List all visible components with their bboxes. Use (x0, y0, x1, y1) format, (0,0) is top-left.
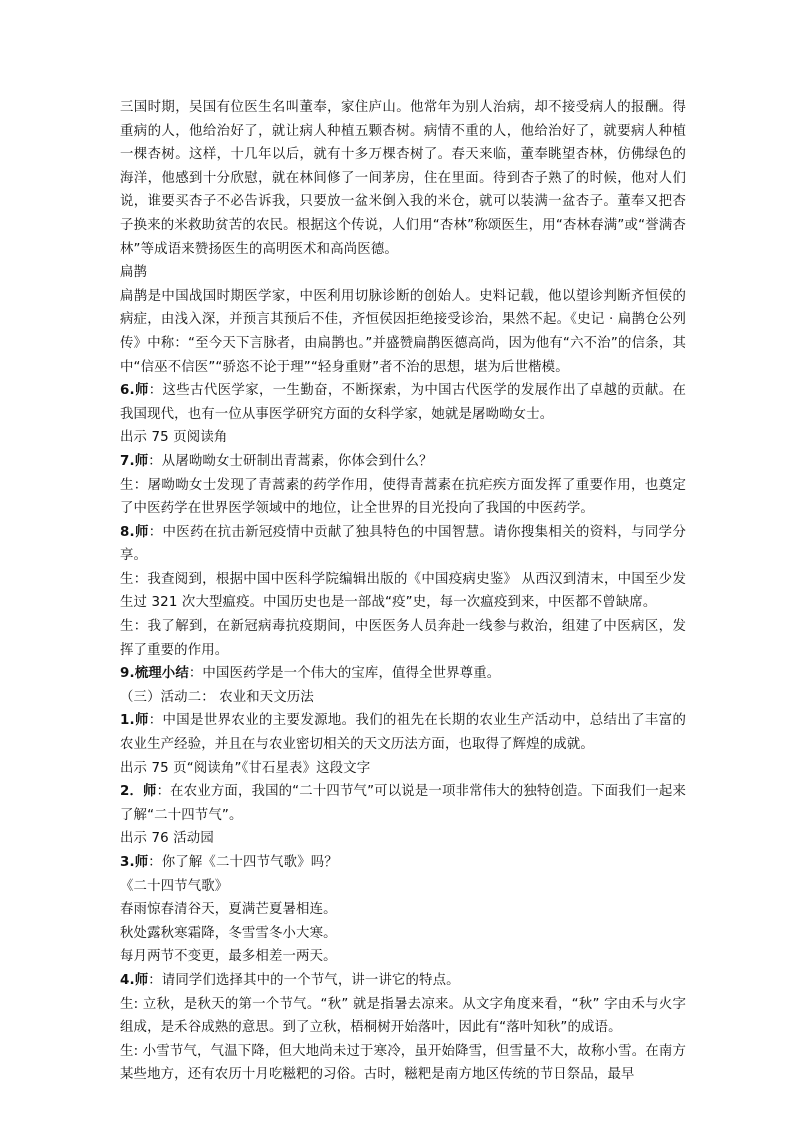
paragraph-show-gan-shi: 出示 75 页“阅读角”《甘石星表》这段文字 (120, 760, 371, 776)
paragraph-teacher-3: 3.师：你了解《二十四节气歌》吗？ (120, 855, 338, 870)
paragraph-student-epidemic: 生：我查阅到，根据中国中医科学院编辑出版的《中国疫病史鉴》 从西汉到清末，中国至少发生过 321 次大型瘟疫。中国历史也是一部战“疫”史，每一次瘟疫到来，中医都不曾缺席。 (120, 571, 686, 611)
song-line-3: 每月两节不变更，最多相差一两天。 (120, 949, 337, 965)
paragraph-bianque: 扁鹊是中国战国时期医学家，中医利用切脉诊断的创始人。史料记载，他以望诊判断齐恒侯的病症，由浅入深，并预言其预后不佳，齐恒侯因拒绝接受诊治，果然不起。《史记 · 扁鹊仓公列传》中称：“至今天下言脉者，由扁鹊也。”并盛赞扁鹊医德高尚，因为他有“六不治”的信条，其中“信巫不信医”“骄恣不论于理”“轻身重财”者不治的思想，堪为后世楷模。 (120, 288, 686, 375)
paragraph-show-75: 出示 75 页阅读角 (120, 430, 228, 446)
paragraph-show-76: 出示 76 活动园 (120, 831, 214, 847)
paragraph-teacher-4: 4.师：请同学们选择其中的一个节气，讲一讲它的特点。 (120, 972, 460, 988)
section-heading-activity-2: （三）活动二： 农业和天文历法 (120, 689, 314, 705)
paragraph-student-tuyouyou: 生：屠呦呦女士发现了青蒿素的药学作用，使得青蒿素在抗疟疾方面发挥了重要作用，也奠定了中医药学在世界医学领域中的地位，让全世界的目光投向了我国的中医药学。 (120, 477, 686, 517)
paragraph-summary-9: 9.梳理小结：中国医药学是一个伟大的宝库，值得全世界尊重。 (120, 666, 501, 682)
paragraph-teacher-6: 6.师：这些古代医学家，一生勤奋，不断探索，为中国古代医学的发展作出了卓越的贡献。在我国现代，也有一位从事医学研究方面的女科学家，她就是屠呦呦女士。 (120, 383, 686, 422)
song-title: 《二十四节气歌》 (120, 878, 229, 894)
song-line-1: 春雨惊春清谷天，夏满芒夏暑相连。 (120, 902, 337, 918)
song-line-2: 秋处露秋寒霜降，冬雪雪冬小大寒。 (120, 925, 337, 941)
paragraph-student-xiaoxue: 生: 小雪节气，气温下降，但大地尚未过于寒冷，虽开始降雪，但雪量不大，故称小雪。在南方某些地方，还有农历十月吃糍粑的习俗。古时，糍粑是南方地区传统的节日祭品，最早 (120, 1043, 686, 1083)
paragraph-dongfeng-story: 三国时期，吴国有位医生名叫董奉，家住庐山。他常年为别人治病，却不接受病人的报酬。得重病的人，他给治好了，就让病人种植五颗杏树。病情不重的人，他给治好了，就要病人种植一棵杏树。这样，十几年以后，就有十多万棵杏树了。春天来临，董奉眺望杏林，仿佛绿色的海洋，他感到十分欣慰，就在林间修了一间茅房，住在里面。待到杏子熟了的时候，他对人们说，谁要买杏子不必告诉我，只要放一盆米倒入我的米仓，就可以装满一盆杏子。董奉又把杏子换来的米救助贫苦的农民。根据这个传说，人们用“杏林”称颂医生，用“杏林春满”或“誉满杏林”等成语来赞扬医生的高明医术和高尚医德。 (120, 100, 686, 257)
paragraph-teacher-1: 1.师：中国是世界农业的主要发源地。我们的祖先在长期的农业生产活动中，总结出了丰富的农业生产经验，并且在与农业密切相关的天文历法方面，也取得了辉煌的成就。 (120, 713, 686, 753)
document-page (120, 96, 686, 1087)
heading-bianque: 扁鹊 (120, 265, 148, 281)
paragraph-teacher-8: 8.师：中医药在抗击新冠疫情中贡献了独具特色的中国智慧。请你搜集相关的资料，与同学分享。 (120, 524, 686, 564)
paragraph-student-covid: 生：我了解到，在新冠病毒抗疫期间，中医医务人员奔赴一线参与救治，组建了中医病区，发挥了重要的作用。 (120, 619, 686, 658)
paragraph-student-liqiu: 生: 立秋，是秋天的第一个节气。“秋” 就是指暑去凉来。从文字角度来看，“秋” 字由禾与火字组成，是禾谷成熟的意思。到了立秋，梧桐树开始落叶，因此有“落叶知秋”的成语。 (120, 996, 686, 1036)
paragraph-teacher-7: 7.师：从屠呦呦女士研制出青蒿素，你体会到什么？ (120, 453, 433, 469)
paragraph-teacher-2: 2．师：在农业方面，我国的“二十四节气”可以说是一项非常伟大的独特创造。下面我们一起来了解“二十四节气”。 (120, 784, 686, 823)
